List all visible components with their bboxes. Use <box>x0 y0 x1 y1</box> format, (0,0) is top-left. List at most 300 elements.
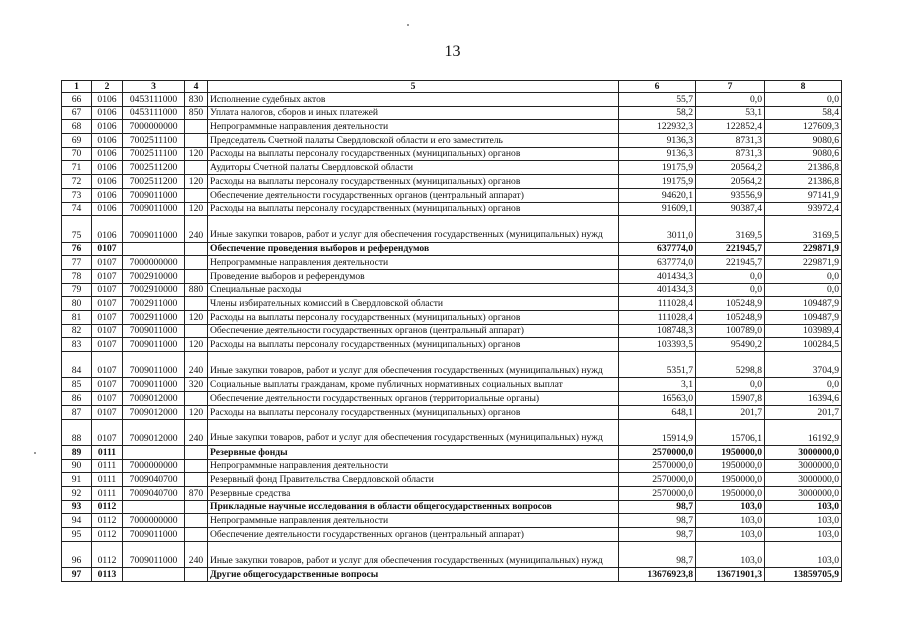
amount-year-3-cell: 103,0 <box>765 514 842 528</box>
amount-year-1-cell: 111028,4 <box>619 297 696 311</box>
section-code-cell: 0106 <box>92 134 123 148</box>
row-number-cell: 74 <box>62 202 92 216</box>
target-article-cell: 7009012000 <box>123 405 185 419</box>
item-name-cell: Обеспечение деятельности государственных органов (территориальные органы) <box>208 392 619 406</box>
expense-type-cell <box>185 528 208 542</box>
section-code-cell: 0107 <box>92 297 123 311</box>
row-number-cell: 71 <box>62 161 92 175</box>
amount-year-3-cell: 9080,6 <box>765 134 842 148</box>
amount-year-1-cell: 637774,0 <box>619 242 696 256</box>
amount-year-2-cell: 90387,4 <box>696 202 765 216</box>
amount-year-1-cell: 58,2 <box>619 106 696 120</box>
row-number-cell: 78 <box>62 269 92 283</box>
target-article-cell: 7009040700 <box>123 486 185 500</box>
amount-year-3-cell: 13859705,9 <box>765 568 842 582</box>
expense-type-cell: 880 <box>185 283 208 297</box>
target-article-cell: 7009011000 <box>123 202 185 216</box>
table-row <box>62 338 842 352</box>
amount-year-2-cell: 105248,9 <box>696 311 765 325</box>
amount-year-3-cell: 21386,8 <box>765 175 842 189</box>
amount-year-3-cell: 58,4 <box>765 106 842 120</box>
amount-year-2-cell: 103,0 <box>696 500 765 514</box>
expense-type-cell <box>185 269 208 283</box>
amount-year-3-cell: 97141,9 <box>765 188 842 202</box>
amount-year-3-cell: 9080,6 <box>765 147 842 161</box>
item-name-cell: Резервный фонд Правительства Свердловской области <box>208 473 619 487</box>
row-number-cell: 94 <box>62 514 92 528</box>
row-number-cell: 91 <box>62 473 92 487</box>
row-number-cell: 95 <box>62 528 92 542</box>
amount-year-2-cell: 0,0 <box>696 283 765 297</box>
expense-type-cell: 240 <box>185 216 208 242</box>
amount-year-3-cell: 127609,3 <box>765 120 842 134</box>
table-row <box>62 352 842 378</box>
expense-type-cell: 120 <box>185 175 208 189</box>
row-number-cell: 96 <box>62 541 92 567</box>
section-code-cell: 0106 <box>92 161 123 175</box>
item-name-cell: Прикладные научные исследования в области общегосударственных вопросов <box>208 500 619 514</box>
expense-type-cell <box>185 514 208 528</box>
amount-year-3-cell: 103,0 <box>765 528 842 542</box>
expense-type-cell <box>185 120 208 134</box>
item-name-cell: Другие общегосударственные вопросы <box>208 568 619 582</box>
amount-year-2-cell: 8731,3 <box>696 147 765 161</box>
scan-speck <box>34 452 36 454</box>
amount-year-3-cell: 3000000,0 <box>765 459 842 473</box>
amount-year-1-cell: 2570000,0 <box>619 486 696 500</box>
item-name-cell: Расходы на выплаты персоналу государственных (муниципальных) органов <box>208 405 619 419</box>
row-number-cell: 76 <box>62 242 92 256</box>
amount-year-1-cell: 3011,0 <box>619 216 696 242</box>
table-row <box>62 188 842 202</box>
row-number-cell: 88 <box>62 419 92 445</box>
amount-year-2-cell: 93556,9 <box>696 188 765 202</box>
section-code-cell: 0106 <box>92 202 123 216</box>
expense-type-cell <box>185 297 208 311</box>
amount-year-1-cell: 9136,3 <box>619 147 696 161</box>
table-header <box>62 81 842 93</box>
header-col-2: 2 <box>92 81 123 93</box>
row-number-cell: 80 <box>62 297 92 311</box>
amount-year-1-cell: 122932,3 <box>619 120 696 134</box>
table-row <box>62 514 842 528</box>
target-article-cell: 7009011000 <box>123 324 185 338</box>
amount-year-3-cell: 0,0 <box>765 283 842 297</box>
table-row <box>62 405 842 419</box>
row-number-cell: 89 <box>62 445 92 459</box>
item-name-cell: Расходы на выплаты персоналу государственных (муниципальных) органов <box>208 175 619 189</box>
expense-type-cell <box>185 568 208 582</box>
target-article-cell: 7009040700 <box>123 473 185 487</box>
item-name-cell: Резервные фонды <box>208 445 619 459</box>
amount-year-3-cell: 21386,8 <box>765 161 842 175</box>
amount-year-3-cell: 93972,4 <box>765 202 842 216</box>
amount-year-2-cell: 1950000,0 <box>696 473 765 487</box>
item-name-cell: Социальные выплаты гражданам, кроме публичных нормативных социальных выплат <box>208 378 619 392</box>
expense-type-cell: 120 <box>185 202 208 216</box>
expense-type-cell <box>185 500 208 514</box>
section-code-cell: 0106 <box>92 93 123 107</box>
amount-year-3-cell: 16394,6 <box>765 392 842 406</box>
amount-year-3-cell: 3000000,0 <box>765 486 842 500</box>
item-name-cell: Иные закупки товаров, работ и услуг для обеспечения государственных (муниципальных) нужд <box>208 216 619 242</box>
amount-year-3-cell: 100284,5 <box>765 338 842 352</box>
item-name-cell: Уплата налогов, сборов и иных платежей <box>208 106 619 120</box>
section-code-cell: 0111 <box>92 459 123 473</box>
amount-year-2-cell: 15706,1 <box>696 419 765 445</box>
table-row <box>62 459 842 473</box>
row-number-cell: 87 <box>62 405 92 419</box>
item-name-cell: Иные закупки товаров, работ и услуг для обеспечения государственных (муниципальных) нужд <box>208 419 619 445</box>
table-row <box>62 378 842 392</box>
table-row <box>62 93 842 107</box>
row-number-cell: 73 <box>62 188 92 202</box>
item-name-cell: Обеспечение проведения выборов и референдумов <box>208 242 619 256</box>
expense-type-cell: 120 <box>185 311 208 325</box>
table-row <box>62 324 842 338</box>
target-article-cell: 7009011000 <box>123 378 185 392</box>
amount-year-1-cell: 401434,3 <box>619 283 696 297</box>
section-code-cell: 0107 <box>92 392 123 406</box>
header-col-4: 4 <box>185 81 208 93</box>
amount-year-3-cell: 103,0 <box>765 500 842 514</box>
expense-type-cell <box>185 473 208 487</box>
amount-year-2-cell: 1950000,0 <box>696 486 765 500</box>
table-row <box>62 134 842 148</box>
amount-year-3-cell: 109487,9 <box>765 311 842 325</box>
item-name-cell: Исполнение судебных актов <box>208 93 619 107</box>
amount-year-2-cell: 0,0 <box>696 93 765 107</box>
table-row <box>62 256 842 270</box>
amount-year-1-cell: 637774,0 <box>619 256 696 270</box>
budget-table <box>61 80 842 582</box>
page-number: 13 <box>444 43 461 60</box>
target-article-cell: 7002911000 <box>123 297 185 311</box>
amount-year-2-cell: 13671901,3 <box>696 568 765 582</box>
row-number-cell: 66 <box>62 93 92 107</box>
amount-year-2-cell: 0,0 <box>696 378 765 392</box>
row-number-cell: 81 <box>62 311 92 325</box>
table-row <box>62 500 842 514</box>
table-row <box>62 106 842 120</box>
section-code-cell: 0107 <box>92 338 123 352</box>
amount-year-1-cell: 91609,1 <box>619 202 696 216</box>
item-name-cell: Обеспечение деятельности государственных органов (центральный аппарат) <box>208 324 619 338</box>
table-row <box>62 311 842 325</box>
target-article-cell <box>123 568 185 582</box>
amount-year-1-cell: 648,1 <box>619 405 696 419</box>
target-article-cell: 7009011000 <box>123 352 185 378</box>
row-number-cell: 93 <box>62 500 92 514</box>
section-code-cell: 0112 <box>92 500 123 514</box>
amount-year-1-cell: 2570000,0 <box>619 459 696 473</box>
table-row <box>62 242 842 256</box>
amount-year-1-cell: 5351,7 <box>619 352 696 378</box>
section-code-cell: 0107 <box>92 352 123 378</box>
expense-type-cell: 240 <box>185 419 208 445</box>
target-article-cell: 7000000000 <box>123 120 185 134</box>
section-code-cell: 0107 <box>92 324 123 338</box>
section-code-cell: 0106 <box>92 147 123 161</box>
amount-year-2-cell: 3169,5 <box>696 216 765 242</box>
table-row <box>62 297 842 311</box>
amount-year-2-cell: 105248,9 <box>696 297 765 311</box>
target-article-cell: 7002511100 <box>123 147 185 161</box>
table-row <box>62 486 842 500</box>
row-number-cell: 82 <box>62 324 92 338</box>
target-article-cell: 7002511200 <box>123 161 185 175</box>
section-code-cell: 0107 <box>92 269 123 283</box>
amount-year-2-cell: 122852,4 <box>696 120 765 134</box>
item-name-cell: Иные закупки товаров, работ и услуг для обеспечения государственных (муниципальных) нужд <box>208 352 619 378</box>
amount-year-2-cell: 0,0 <box>696 269 765 283</box>
section-code-cell: 0107 <box>92 256 123 270</box>
table-row <box>62 269 842 283</box>
amount-year-1-cell: 98,7 <box>619 541 696 567</box>
amount-year-2-cell: 1950000,0 <box>696 459 765 473</box>
item-name-cell: Специальные расходы <box>208 283 619 297</box>
row-number-cell: 84 <box>62 352 92 378</box>
amount-year-2-cell: 221945,7 <box>696 256 765 270</box>
expense-type-cell <box>185 324 208 338</box>
amount-year-1-cell: 19175,9 <box>619 161 696 175</box>
amount-year-1-cell: 19175,9 <box>619 175 696 189</box>
expense-type-cell: 120 <box>185 338 208 352</box>
item-name-cell: Непрограммные направления деятельности <box>208 256 619 270</box>
table-row <box>62 175 842 189</box>
section-code-cell: 0107 <box>92 419 123 445</box>
section-code-cell: 0107 <box>92 378 123 392</box>
target-article-cell: 0453111000 <box>123 106 185 120</box>
amount-year-3-cell: 109487,9 <box>765 297 842 311</box>
amount-year-1-cell: 9136,3 <box>619 134 696 148</box>
row-number-cell: 92 <box>62 486 92 500</box>
target-article-cell: 7000000000 <box>123 256 185 270</box>
target-article-cell: 7009011000 <box>123 216 185 242</box>
row-number-cell: 97 <box>62 568 92 582</box>
table-row <box>62 283 842 297</box>
target-article-cell: 7009011000 <box>123 188 185 202</box>
item-name-cell: Расходы на выплаты персоналу государственных (муниципальных) органов <box>208 202 619 216</box>
table-row <box>62 392 842 406</box>
amount-year-1-cell: 13676923,8 <box>619 568 696 582</box>
target-article-cell <box>123 445 185 459</box>
amount-year-1-cell: 401434,3 <box>619 269 696 283</box>
table-row <box>62 568 842 582</box>
row-number-cell: 85 <box>62 378 92 392</box>
row-number-cell: 72 <box>62 175 92 189</box>
target-article-cell: 7002910000 <box>123 283 185 297</box>
table-row <box>62 120 842 134</box>
row-number-cell: 67 <box>62 106 92 120</box>
section-code-cell: 0106 <box>92 106 123 120</box>
amount-year-3-cell: 201,7 <box>765 405 842 419</box>
item-name-cell: Обеспечение деятельности государственных органов (центральный аппарат) <box>208 528 619 542</box>
expense-type-cell: 120 <box>185 405 208 419</box>
amount-year-2-cell: 103,0 <box>696 528 765 542</box>
amount-year-3-cell: 0,0 <box>765 93 842 107</box>
table-body <box>62 93 842 582</box>
amount-year-3-cell: 3000000,0 <box>765 473 842 487</box>
section-code-cell: 0107 <box>92 242 123 256</box>
expense-type-cell: 320 <box>185 378 208 392</box>
table-row <box>62 147 842 161</box>
target-article-cell: 7002511200 <box>123 175 185 189</box>
row-number-cell: 77 <box>62 256 92 270</box>
amount-year-3-cell: 229871,9 <box>765 242 842 256</box>
amount-year-1-cell: 98,7 <box>619 528 696 542</box>
target-article-cell: 7000000000 <box>123 459 185 473</box>
expense-type-cell: 830 <box>185 93 208 107</box>
section-code-cell: 0106 <box>92 120 123 134</box>
amount-year-3-cell: 103989,4 <box>765 324 842 338</box>
item-name-cell: Непрограммные направления деятельности <box>208 514 619 528</box>
row-number-cell: 68 <box>62 120 92 134</box>
table-row <box>62 528 842 542</box>
header-row <box>62 81 842 93</box>
target-article-cell: 7002511100 <box>123 134 185 148</box>
header-col-7: 7 <box>696 81 765 93</box>
amount-year-1-cell: 94620,1 <box>619 188 696 202</box>
amount-year-3-cell: 0,0 <box>765 269 842 283</box>
target-article-cell: 7009012000 <box>123 419 185 445</box>
item-name-cell: Расходы на выплаты персоналу государственных (муниципальных) органов <box>208 338 619 352</box>
target-article-cell <box>123 500 185 514</box>
expense-type-cell <box>185 459 208 473</box>
table-row <box>62 161 842 175</box>
header-col-8: 8 <box>765 81 842 93</box>
expense-type-cell: 240 <box>185 541 208 567</box>
table-row <box>62 216 842 242</box>
amount-year-1-cell: 15914,9 <box>619 419 696 445</box>
section-code-cell: 0112 <box>92 528 123 542</box>
item-name-cell: Непрограммные направления деятельности <box>208 459 619 473</box>
table-row <box>62 202 842 216</box>
amount-year-1-cell: 3,1 <box>619 378 696 392</box>
target-article-cell: 7002911000 <box>123 311 185 325</box>
expense-type-cell <box>185 161 208 175</box>
item-name-cell: Проведение выборов и референдумов <box>208 269 619 283</box>
target-article-cell: 7009011000 <box>123 338 185 352</box>
item-name-cell: Председатель Счетной палаты Свердловской области и его заместитель <box>208 134 619 148</box>
section-code-cell: 0112 <box>92 514 123 528</box>
target-article-cell <box>123 242 185 256</box>
amount-year-2-cell: 1950000,0 <box>696 445 765 459</box>
header-col-6: 6 <box>619 81 696 93</box>
item-name-cell: Расходы на выплаты персоналу государственных (муниципальных) органов <box>208 147 619 161</box>
header-col-5: 5 <box>208 81 619 93</box>
item-name-cell: Члены избирательных комиссий в Свердловской области <box>208 297 619 311</box>
amount-year-2-cell: 100789,0 <box>696 324 765 338</box>
item-name-cell: Расходы на выплаты персоналу государственных (муниципальных) органов <box>208 311 619 325</box>
item-name-cell: Резервные средства <box>208 486 619 500</box>
table-row <box>62 445 842 459</box>
amount-year-1-cell: 16563,0 <box>619 392 696 406</box>
amount-year-1-cell: 98,7 <box>619 500 696 514</box>
section-code-cell: 0112 <box>92 541 123 567</box>
section-code-cell: 0107 <box>92 311 123 325</box>
amount-year-3-cell: 3704,9 <box>765 352 842 378</box>
section-code-cell: 0107 <box>92 283 123 297</box>
amount-year-2-cell: 221945,7 <box>696 242 765 256</box>
target-article-cell: 7009011000 <box>123 528 185 542</box>
amount-year-2-cell: 95490,2 <box>696 338 765 352</box>
amount-year-2-cell: 8731,3 <box>696 134 765 148</box>
amount-year-1-cell: 2570000,0 <box>619 473 696 487</box>
amount-year-2-cell: 201,7 <box>696 405 765 419</box>
target-article-cell: 7002910000 <box>123 269 185 283</box>
section-code-cell: 0107 <box>92 405 123 419</box>
row-number-cell: 69 <box>62 134 92 148</box>
table-row <box>62 541 842 567</box>
section-code-cell: 0106 <box>92 216 123 242</box>
expense-type-cell: 240 <box>185 352 208 378</box>
amount-year-1-cell: 98,7 <box>619 514 696 528</box>
target-article-cell: 0453111000 <box>123 93 185 107</box>
item-name-cell: Иные закупки товаров, работ и услуг для обеспечения государственных (муниципальных) нужд <box>208 541 619 567</box>
expense-type-cell <box>185 134 208 148</box>
expense-type-cell: 120 <box>185 147 208 161</box>
row-number-cell: 70 <box>62 147 92 161</box>
expense-type-cell <box>185 256 208 270</box>
row-number-cell: 83 <box>62 338 92 352</box>
amount-year-3-cell: 103,0 <box>765 541 842 567</box>
section-code-cell: 0106 <box>92 188 123 202</box>
section-code-cell: 0111 <box>92 486 123 500</box>
expense-type-cell <box>185 392 208 406</box>
section-code-cell: 0111 <box>92 445 123 459</box>
amount-year-2-cell: 20564,2 <box>696 175 765 189</box>
row-number-cell: 79 <box>62 283 92 297</box>
item-name-cell: Аудиторы Счетной палаты Свердловской области <box>208 161 619 175</box>
amount-year-2-cell: 103,0 <box>696 514 765 528</box>
item-name-cell: Обеспечение деятельности государственных органов (центральный аппарат) <box>208 188 619 202</box>
expense-type-cell: 850 <box>185 106 208 120</box>
table-row <box>62 419 842 445</box>
amount-year-1-cell: 55,7 <box>619 93 696 107</box>
item-name-cell: Непрограммные направления деятельности <box>208 120 619 134</box>
header-col-3: 3 <box>123 81 185 93</box>
amount-year-3-cell: 16192,9 <box>765 419 842 445</box>
amount-year-2-cell: 53,1 <box>696 106 765 120</box>
amount-year-2-cell: 103,0 <box>696 541 765 567</box>
expense-type-cell <box>185 445 208 459</box>
expense-type-cell: 870 <box>185 486 208 500</box>
expense-type-cell <box>185 188 208 202</box>
section-code-cell: 0111 <box>92 473 123 487</box>
row-number-cell: 90 <box>62 459 92 473</box>
expense-type-cell <box>185 242 208 256</box>
amount-year-2-cell: 15907,8 <box>696 392 765 406</box>
amount-year-1-cell: 103393,5 <box>619 338 696 352</box>
amount-year-3-cell: 0,0 <box>765 378 842 392</box>
section-code-cell: 0106 <box>92 175 123 189</box>
amount-year-3-cell: 229871,9 <box>765 256 842 270</box>
amount-year-1-cell: 2570000,0 <box>619 445 696 459</box>
section-code-cell: 0113 <box>92 568 123 582</box>
amount-year-2-cell: 20564,2 <box>696 161 765 175</box>
amount-year-2-cell: 5298,8 <box>696 352 765 378</box>
row-number-cell: 75 <box>62 216 92 242</box>
table-row <box>62 473 842 487</box>
amount-year-3-cell: 3000000,0 <box>765 445 842 459</box>
amount-year-1-cell: 111028,4 <box>619 311 696 325</box>
scan-speck <box>407 24 409 26</box>
target-article-cell: 7009012000 <box>123 392 185 406</box>
amount-year-1-cell: 108748,3 <box>619 324 696 338</box>
header-col-1: 1 <box>62 81 92 93</box>
amount-year-3-cell: 3169,5 <box>765 216 842 242</box>
